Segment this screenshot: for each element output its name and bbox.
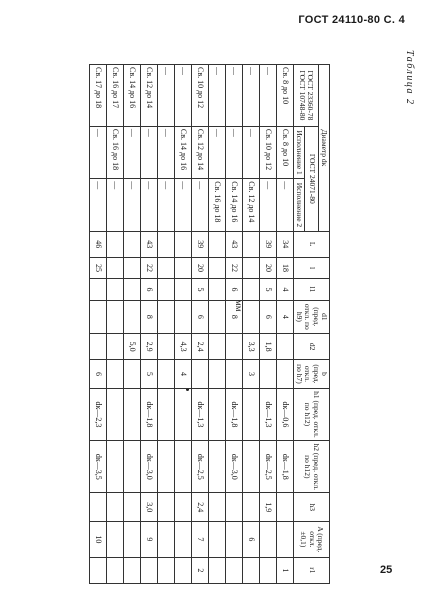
cell-h3 xyxy=(107,493,124,522)
cell-d2 xyxy=(277,333,294,359)
col-h3-header: h3 xyxy=(294,493,330,522)
cell-b xyxy=(107,360,124,389)
cell-l xyxy=(124,257,141,278)
cell-b: 6 xyxy=(90,360,107,389)
table-row xyxy=(277,65,294,584)
diameter-header: Диаметр dк xyxy=(318,65,329,232)
cell-e2: — xyxy=(192,179,209,231)
cell-d1 xyxy=(175,300,192,333)
cell-d1: 8 xyxy=(226,300,243,333)
cell-l1 xyxy=(209,279,226,300)
cell-A: 9 xyxy=(141,522,158,558)
table-row xyxy=(209,65,226,584)
cell-g1: — xyxy=(243,65,260,127)
cell-h1 xyxy=(124,388,141,440)
cell-l1 xyxy=(158,279,175,300)
table-row xyxy=(90,65,107,584)
cell-l1: 5 xyxy=(192,279,209,300)
cell-g1: — xyxy=(209,65,226,127)
cell-b: 5 xyxy=(141,360,158,389)
cell-r1 xyxy=(158,557,175,583)
cell-g1: — xyxy=(158,65,175,127)
cell-h3 xyxy=(90,493,107,522)
cell-b xyxy=(124,360,141,389)
cell-A xyxy=(277,522,294,558)
cell-e1: Св. 8 до 10 xyxy=(277,126,294,178)
cell-e1: Св. 16 до 18 xyxy=(107,126,124,178)
cell-g1: Св. 12 до 14 xyxy=(141,65,158,127)
col-L-header: L xyxy=(294,231,330,257)
table-row xyxy=(141,65,158,584)
cell-h3: 1,9 xyxy=(260,493,277,522)
cell-A: 10 xyxy=(90,522,107,558)
cell-b: 4 xyxy=(175,360,192,389)
table-row xyxy=(243,65,260,584)
cell-l xyxy=(158,257,175,278)
cell-l1 xyxy=(243,279,260,300)
cell-l1 xyxy=(175,279,192,300)
table-title: Таблица 2 xyxy=(404,50,415,106)
cell-e1: — xyxy=(158,126,175,178)
cell-r1 xyxy=(141,557,158,583)
cell-b: 3 xyxy=(243,360,260,389)
cell-A: 6 xyxy=(243,522,260,558)
cell-h3: 3,0 xyxy=(141,493,158,522)
cell-h3 xyxy=(243,493,260,522)
cell-d1 xyxy=(243,300,260,333)
cell-d2: 4,3 xyxy=(175,333,192,359)
cell-d2: 5,0 xyxy=(124,333,141,359)
cell-L xyxy=(243,231,260,257)
cell-h3: 2,4 xyxy=(192,493,209,522)
cell-l: 20 xyxy=(192,257,209,278)
cell-A xyxy=(124,522,141,558)
cell-h1 xyxy=(107,388,124,440)
cell-A xyxy=(209,522,226,558)
cell-L: 43 xyxy=(141,231,158,257)
cell-A xyxy=(175,522,192,558)
cell-r1 xyxy=(260,557,277,583)
col-r1-header: r1 xyxy=(294,557,330,583)
table-row xyxy=(107,65,124,584)
cell-l1 xyxy=(90,279,107,300)
cell-L: 46 xyxy=(90,231,107,257)
table-body xyxy=(90,65,294,584)
cell-l: 25 xyxy=(90,257,107,278)
cell-A xyxy=(260,522,277,558)
cell-e1: Св. 14 до 16 xyxy=(175,126,192,178)
cell-e2: — xyxy=(158,179,175,231)
cell-h1: dк—1,3 xyxy=(192,388,209,440)
cell-e2: — xyxy=(107,179,124,231)
cell-L: 39 xyxy=(192,231,209,257)
table-row xyxy=(260,65,277,584)
cell-l1: 6 xyxy=(141,279,158,300)
cell-l xyxy=(175,257,192,278)
cell-d2: 3,3 xyxy=(243,333,260,359)
gost-24071-header: ГОСТ 24071-80 xyxy=(305,126,319,231)
col-b-header: b (пред. откл. по h7) xyxy=(294,360,330,389)
cell-h3 xyxy=(209,493,226,522)
col-d2-header: d2 xyxy=(294,333,330,359)
cell-L: 43 xyxy=(226,231,243,257)
cell-A xyxy=(107,522,124,558)
cell-h3 xyxy=(175,493,192,522)
cell-b xyxy=(158,360,175,389)
cell-L xyxy=(158,231,175,257)
cell-d2 xyxy=(226,333,243,359)
cell-l1 xyxy=(124,279,141,300)
cell-d1 xyxy=(90,300,107,333)
unit-label: мм xyxy=(234,300,244,312)
cell-e1: — xyxy=(141,126,158,178)
cell-l xyxy=(209,257,226,278)
cell-L xyxy=(209,231,226,257)
cell-h2 xyxy=(107,441,124,493)
cell-e2: — xyxy=(277,179,294,231)
cell-L xyxy=(175,231,192,257)
cell-d1: 6 xyxy=(192,300,209,333)
cell-r1: 2 xyxy=(192,557,209,583)
cell-l: 18 xyxy=(277,257,294,278)
cell-h2 xyxy=(124,441,141,493)
table-row xyxy=(192,65,209,584)
cell-e2: — xyxy=(260,179,277,231)
cell-A: 7 xyxy=(192,522,209,558)
cell-b xyxy=(209,360,226,389)
cell-r1 xyxy=(226,557,243,583)
cell-e2: — xyxy=(124,179,141,231)
cell-l1: 4 xyxy=(277,279,294,300)
cell-e1: — xyxy=(209,126,226,178)
cell-h2: dк—3,0 xyxy=(141,441,158,493)
col-h1-header: h1 (пред. откл. по h12) xyxy=(294,388,330,440)
cell-h1: dк—1,8 xyxy=(226,388,243,440)
cell-g1: Св. 16 до 17 xyxy=(107,65,124,127)
cell-d1: 4 xyxy=(277,300,294,333)
cell-h2 xyxy=(175,441,192,493)
cell-l: 20 xyxy=(260,257,277,278)
cell-g1: — xyxy=(175,65,192,127)
cell-r1 xyxy=(90,557,107,583)
cell-g1: Св. 10 до 12 xyxy=(192,65,209,127)
cell-b xyxy=(226,360,243,389)
dimensions-table xyxy=(89,64,330,584)
cell-e2: Св. 16 до 18 xyxy=(209,179,226,231)
cell-h3 xyxy=(124,493,141,522)
cell-d2: 1,8 xyxy=(260,333,277,359)
cell-b xyxy=(192,360,209,389)
table-row xyxy=(158,65,175,584)
cell-e2: — xyxy=(90,179,107,231)
cell-h2 xyxy=(209,441,226,493)
cell-h2 xyxy=(158,441,175,493)
cell-d2: 2,4 xyxy=(192,333,209,359)
cell-h1 xyxy=(175,388,192,440)
col-d1-header: d1 (пред. откл. по h9) xyxy=(294,300,330,333)
table-wrapper xyxy=(70,64,330,584)
col-l-header: l xyxy=(294,257,330,278)
cell-L xyxy=(107,231,124,257)
cell-e2: — xyxy=(175,179,192,231)
cell-g1: — xyxy=(260,65,277,127)
cell-r1 xyxy=(209,557,226,583)
cell-e1: — xyxy=(90,126,107,178)
cell-b xyxy=(260,360,277,389)
cell-h2 xyxy=(243,441,260,493)
cell-d2 xyxy=(90,333,107,359)
cell-e1: Св. 10 до 12 xyxy=(260,126,277,178)
cell-h1 xyxy=(209,388,226,440)
cell-A xyxy=(158,522,175,558)
document-header: ГОСТ 24110-80 С. 4 xyxy=(298,14,405,26)
cell-e2: Св. 12 до 14 xyxy=(243,179,260,231)
cell-h1: dк—2,3 xyxy=(90,388,107,440)
cell-l1 xyxy=(107,279,124,300)
cell-h3 xyxy=(158,493,175,522)
cell-h1: dк—0,6 xyxy=(277,388,294,440)
page-number: 25 xyxy=(380,564,393,576)
execution-2-header: Исполнение 2 xyxy=(294,179,305,231)
cell-h2: dк—1,8 xyxy=(277,441,294,493)
col-h2-header: h2 (пред. откл. по h12) xyxy=(294,441,330,493)
cell-L: 39 xyxy=(260,231,277,257)
cell-l1: 6 xyxy=(226,279,243,300)
table-row xyxy=(226,65,243,584)
cell-d1: 8 xyxy=(141,300,158,333)
cell-e1: — xyxy=(243,126,260,178)
cell-h1 xyxy=(243,388,260,440)
col-A-header: A (пред. откл. ±0,1) xyxy=(294,522,330,558)
cell-g1: Св. 8 до 10 xyxy=(277,65,294,127)
cell-r1: 1 xyxy=(277,557,294,583)
cell-d2 xyxy=(107,333,124,359)
cell-g1: — xyxy=(226,65,243,127)
cell-l: 22 xyxy=(226,257,243,278)
cell-e2: — xyxy=(141,179,158,231)
cell-h2: dк—2,5 xyxy=(192,441,209,493)
cell-e1: Св. 12 до 14 xyxy=(192,126,209,178)
col-l1-header: l1 xyxy=(294,279,330,300)
cell-h2: dк—2,5 xyxy=(260,441,277,493)
cell-d1 xyxy=(124,300,141,333)
execution-1-header: Исполнение 1 xyxy=(294,126,305,178)
cell-l xyxy=(243,257,260,278)
cell-d1: 6 xyxy=(260,300,277,333)
cell-g1: Св. 14 до 16 xyxy=(124,65,141,127)
cell-h3 xyxy=(226,493,243,522)
cell-r1 xyxy=(124,557,141,583)
cell-g1: Св. 17 до 18 xyxy=(90,65,107,127)
cell-b xyxy=(277,360,294,389)
cell-e1: — xyxy=(226,126,243,178)
cell-L: 34 xyxy=(277,231,294,257)
gost-23360-header: ГОСТ 23360-78 ГОСТ 10748-80 xyxy=(294,65,319,127)
cell-h2: dк—3,0 xyxy=(226,441,243,493)
cell-d2: 2,9 xyxy=(141,333,158,359)
cell-h1: dк—1,3 xyxy=(260,388,277,440)
cell-h2: dк—3,5 xyxy=(90,441,107,493)
cell-d1 xyxy=(158,300,175,333)
cell-d1 xyxy=(107,300,124,333)
cell-l: 22 xyxy=(141,257,158,278)
cell-L xyxy=(124,231,141,257)
cell-d1 xyxy=(209,300,226,333)
cell-h3 xyxy=(277,493,294,522)
cell-e2: Св. 14 до 16 xyxy=(226,179,243,231)
cell-r1 xyxy=(107,557,124,583)
cell-l1: 5 xyxy=(260,279,277,300)
cell-l xyxy=(107,257,124,278)
cell-r1 xyxy=(175,557,192,583)
cell-h1 xyxy=(158,388,175,440)
table-row xyxy=(175,65,192,584)
cell-d2 xyxy=(158,333,175,359)
table-row xyxy=(124,65,141,584)
cell-r1 xyxy=(243,557,260,583)
cell-e1: — xyxy=(124,126,141,178)
cell-d2 xyxy=(209,333,226,359)
cell-h1: dк—1,8 xyxy=(141,388,158,440)
cell-A xyxy=(226,522,243,558)
